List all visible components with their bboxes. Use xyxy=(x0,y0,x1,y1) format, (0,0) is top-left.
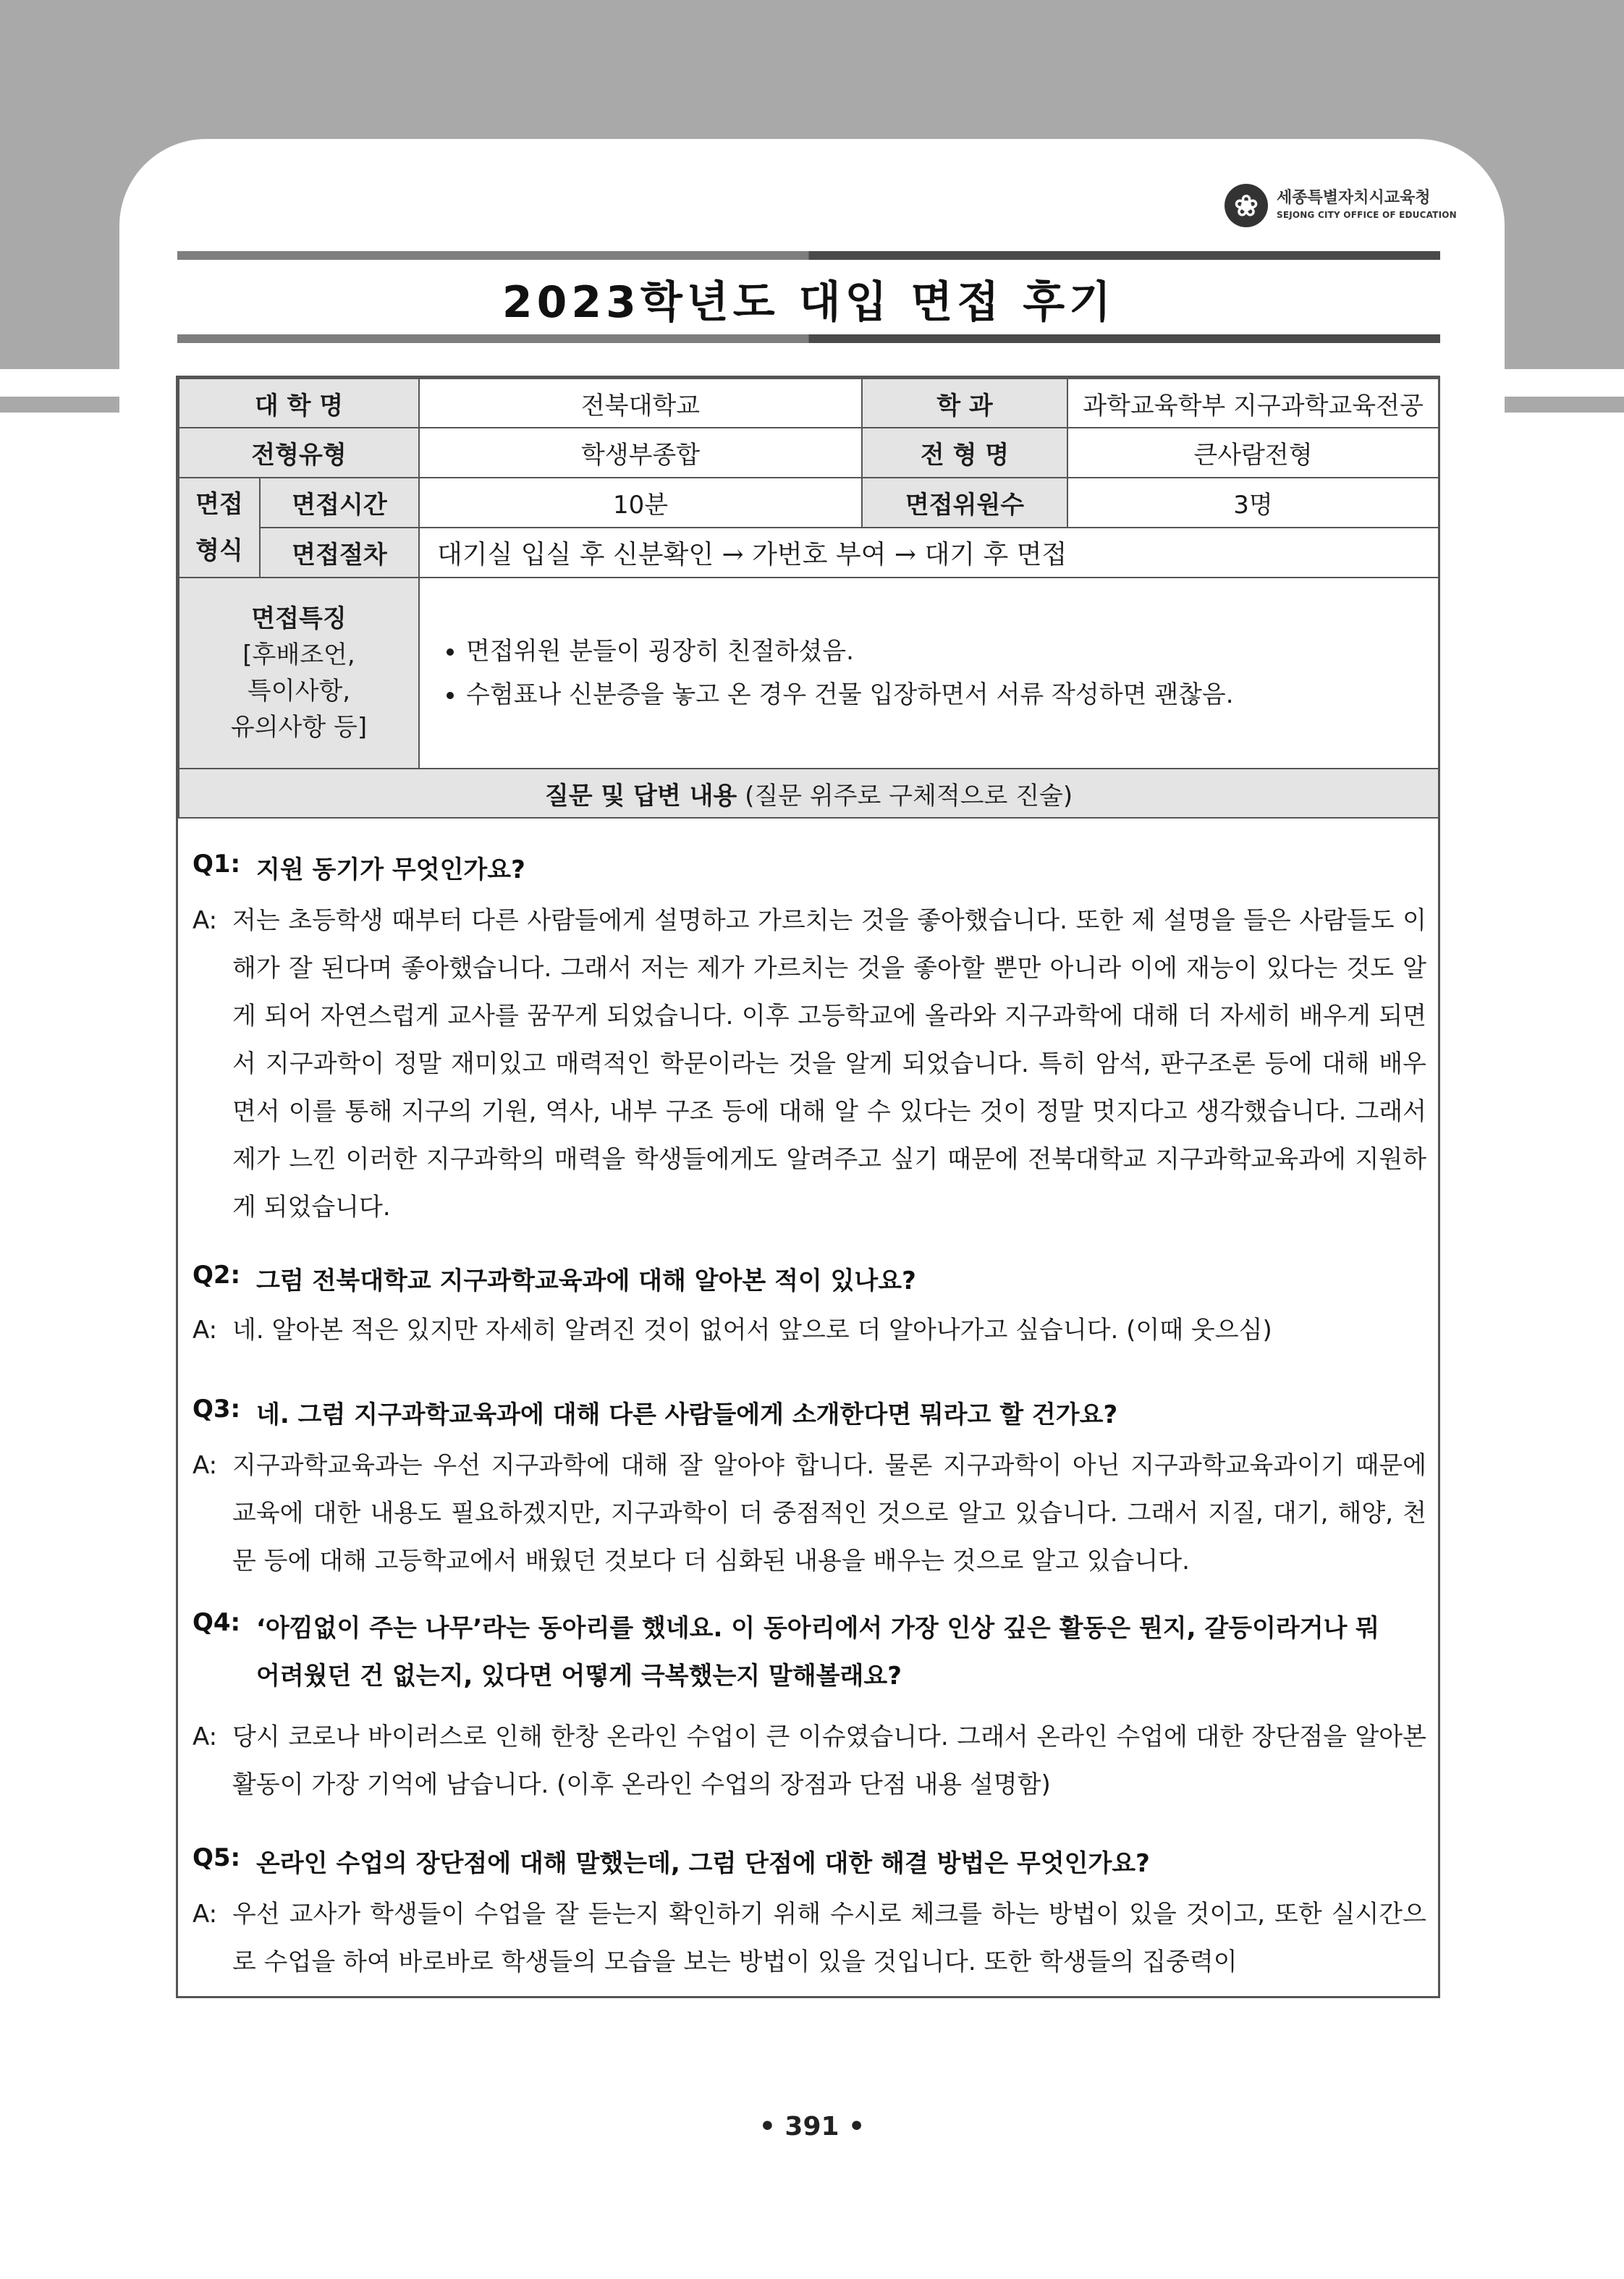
procedure-label: 면접절차 xyxy=(260,528,419,578)
office-logo xyxy=(1225,181,1456,230)
title-bottom-rule xyxy=(177,334,1440,343)
department-label: 학 과 xyxy=(862,379,1067,428)
logo-korean-text: 세종특별자치시교육청 xyxy=(1277,189,1431,207)
review-frame xyxy=(176,376,1440,1998)
panel-size-value: 3명 xyxy=(1067,478,1439,528)
question-5 xyxy=(193,1843,1426,1880)
features-label-title: 면접특징 xyxy=(251,604,347,633)
qa-heading xyxy=(179,769,1439,818)
interview-format-label xyxy=(179,478,260,578)
features-label-line3: 특이사항, xyxy=(247,677,351,706)
features-label-line4: 유의사항 등] xyxy=(230,713,368,742)
answer-tag: A: xyxy=(193,906,218,935)
features-content xyxy=(419,578,1439,769)
row-interview-time xyxy=(179,478,1439,528)
row-qa-heading xyxy=(179,769,1439,818)
procedure-value: 대기실 입실 후 신분확인 → 가번호 부여 → 대기 후 면접 xyxy=(419,528,1439,578)
page-number: • 391 • xyxy=(758,2112,866,2141)
feature-item: • 수험표나 신분증을 놓고 온 경우 건물 입장하면서 서류 작성하면 괜찮음. xyxy=(466,673,1438,716)
question-tag: Q1: xyxy=(193,850,241,879)
question-3 xyxy=(193,1395,1426,1431)
answer-tag: A: xyxy=(193,1451,218,1480)
question-text: 네. 그럼 지구과학교육과에 대해 다른 사람들에게 소개한다면 뭐라고 할 건가요? xyxy=(256,1400,1118,1429)
department-value: 과학교육학부 지구과학교육전공 xyxy=(1067,379,1439,428)
format-label-line1: 면접 xyxy=(195,490,243,519)
question-tag: Q2: xyxy=(193,1261,241,1290)
answer-text: 당시 코로나 바이러스로 인해 한창 온라인 수업이 큰 이슈였습니다. 그래서 온라인 수업에 대한 장단점을 알아본 활동이 가장 기억에 남습니다. (이후 온라인 수업의 장점과 단점 내용 설명함) xyxy=(232,1722,1426,1799)
row-university xyxy=(179,379,1439,428)
question-text-line1: ‘아낌없이 주는 나무’라는 동아리를 했네요. 이 동아리에서 가장 인상 깊은 활동은 뭔지, 갈등이라거나 뭐 xyxy=(256,1614,1380,1643)
title-top-rule xyxy=(177,251,1440,260)
qa-heading-note: (질문 위주로 구체적으로 진술) xyxy=(737,781,1073,811)
question-text: 지원 동기가 무엇인가요? xyxy=(256,855,525,884)
admission-track-label: 전 형 명 xyxy=(862,428,1067,478)
info-table xyxy=(178,378,1439,819)
answer-text: 우선 교사가 학생들이 수업을 잘 듣는지 확인하기 위해 수시로 체크를 하는 방법이 있을 것이고, 또한 실시간으로 수업을 하여 바로바로 학생들의 모습을 보는 방법이 있을 것입니다. 또한 학생들의 집중력이 xyxy=(232,1900,1426,1976)
row-features xyxy=(179,578,1439,769)
question-text: 온라인 수업의 장단점에 대해 말했는데, 그럼 단점에 대한 해결 방법은 무엇인가요? xyxy=(256,1849,1150,1878)
format-label-line2: 형식 xyxy=(195,536,243,565)
answer-text: 저는 초등학생 때부터 다른 사람들에게 설명하고 가르치는 것을 좋아했습니다. 또한 제 설명을 들은 사람들도 이해가 잘 된다며 좋아했습니다. 그래서 저는 제가 가르치는 것을 좋아할 뿐만 아니라 이에 재능이 있다는 것도 알게 되어 자연스럽게 교사를 꿈꾸게 되었습니다. 이후 고등학교에 올라와 지구과학에 대해 더 자세히 배우게 되면서 지구과학이 정말 재미있고 매력적인 학문이라는 것을 알게 되었습니다. 특히 암석, 판구조론 등에 대해 배우면서 이를 통해 지구의 기원, 역사, 내부 구조 등에 대해 알 수 있다는 것이 정말 멋지다고 생각했습니다. 그래서 제가 느낀 이러한 지구과학의 매력을 학생들에게도 알려주고 싶기 때문에 전북대학교 지구과학교육과에 지원하게 되었습니다. xyxy=(232,906,1426,1222)
office-emblem-icon: ❀ xyxy=(1225,184,1268,227)
left-side-strip xyxy=(0,397,119,413)
right-side-strip xyxy=(1505,397,1624,413)
question-text: 그럼 전북대학교 지구과학교육과에 대해 알아본 적이 있나요? xyxy=(256,1267,916,1295)
question-1 xyxy=(193,850,1426,886)
logo-english-text: SEJONG CITY OFFICE OF EDUCATION xyxy=(1277,210,1457,220)
answer-tag: A: xyxy=(193,1722,218,1751)
question-tag: Q4: xyxy=(193,1608,241,1637)
question-tag: Q3: xyxy=(193,1395,241,1424)
question-tag: Q5: xyxy=(193,1843,241,1872)
university-value: 전북대학교 xyxy=(419,379,862,428)
answer-tag: A: xyxy=(193,1900,218,1929)
admission-track-value: 큰사람전형 xyxy=(1067,428,1439,478)
features-label-line2: [후배조언, xyxy=(242,640,355,669)
qa-heading-bold: 질문 및 답변 내용 xyxy=(544,781,737,811)
answer-text: 지구과학교육과는 우선 지구과학에 대해 잘 알아야 합니다. 물론 지구과학이 아닌 지구과학교육과이기 때문에 교육에 대한 내용도 필요하겠지만, 지구과학이 더 중점적인 것으로 알고 있습니다. 그래서 지질, 대기, 해양, 천문 등에 대해 고등학교에서 배웠던 것보다 더 심화된 내용을 배우는 것으로 알고 있습니다. xyxy=(232,1451,1426,1576)
question-2 xyxy=(193,1261,1426,1297)
interview-time-value: 10분 xyxy=(419,478,862,528)
row-procedure xyxy=(179,528,1439,578)
features-list xyxy=(437,630,1438,716)
answer-text: 네. 알아본 적은 있지만 자세히 알려진 것이 없어서 앞으로 더 알아나가고 싶습니다. (이때 웃으심) xyxy=(232,1316,1272,1345)
interview-time-label: 면접시간 xyxy=(260,478,419,528)
admission-type-label: 전형유형 xyxy=(179,428,419,478)
feature-item: • 면접위원 분들이 굉장히 친절하셨음. xyxy=(466,630,1438,673)
question-text-line2: 어려웠던 건 없는지, 있다면 어떻게 극복했는지 말해볼래요? xyxy=(256,1662,902,1691)
answer-tag: A: xyxy=(193,1316,218,1345)
row-admission-type xyxy=(179,428,1439,478)
panel-size-label: 면접위원수 xyxy=(862,478,1067,528)
page-title: 2023학년도 대입 면접 후기 xyxy=(502,277,1116,328)
admission-type-value: 학생부종합 xyxy=(419,428,862,478)
university-label: 대 학 명 xyxy=(179,379,419,428)
features-label xyxy=(179,578,419,769)
question-4 xyxy=(193,1608,1426,1702)
